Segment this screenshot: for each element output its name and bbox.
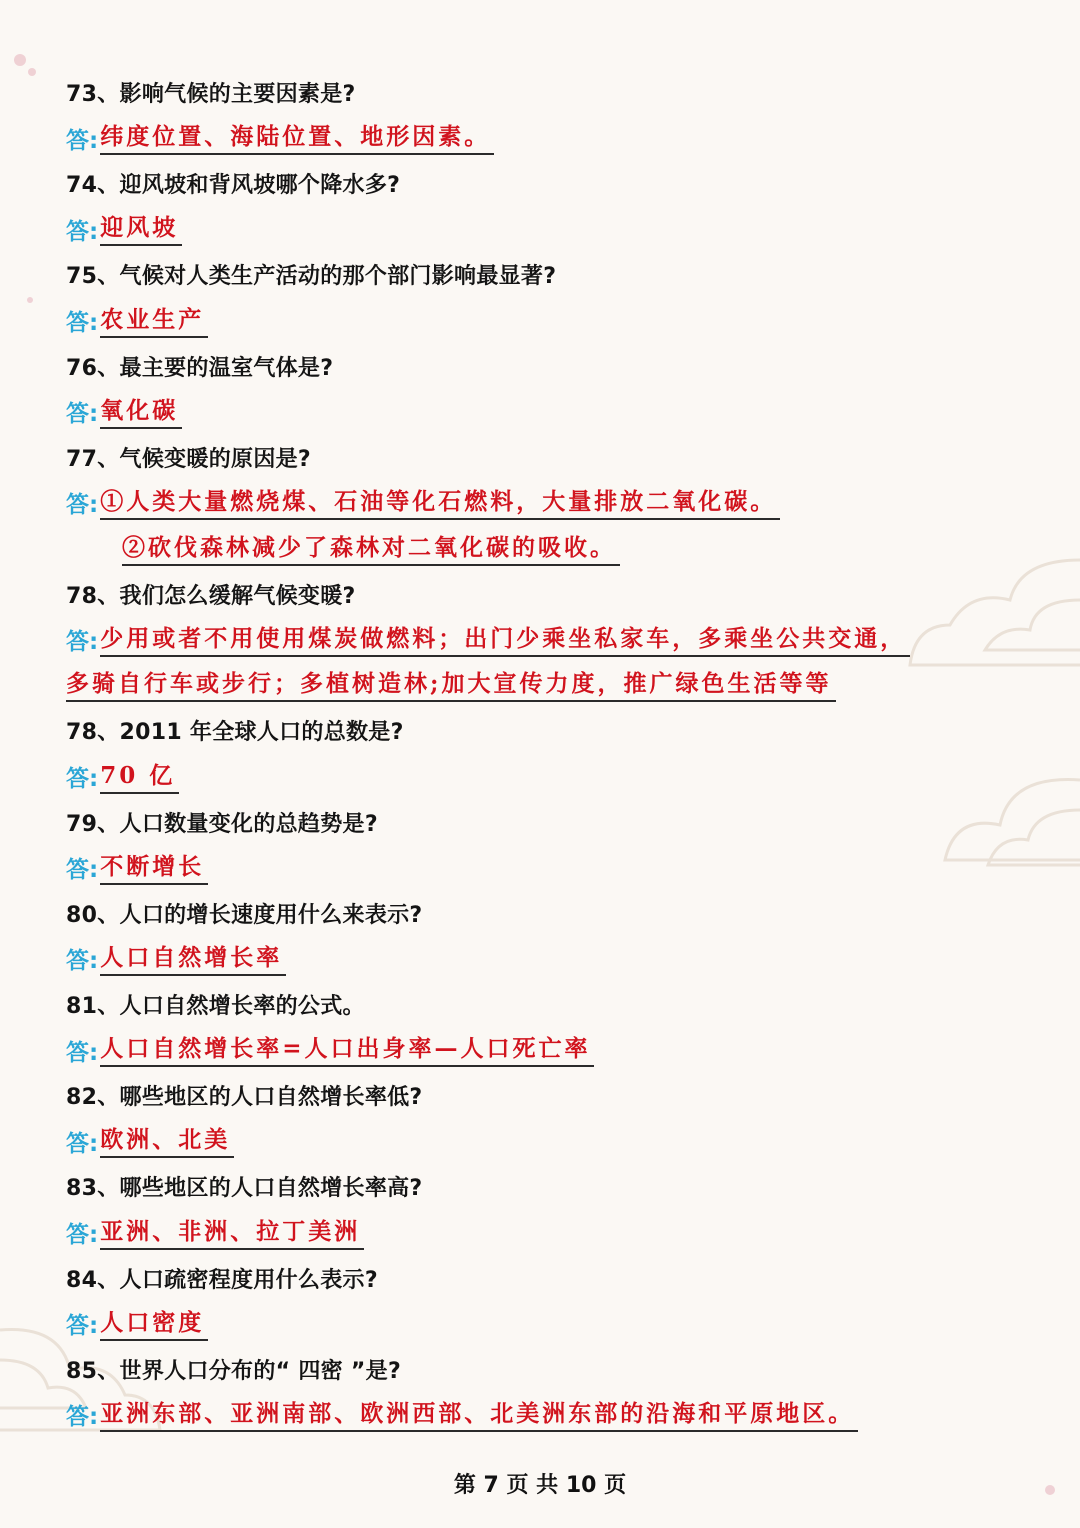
question-text: 73、影响气候的主要因素是? (66, 82, 356, 107)
answer-text: 少用或者不用使用煤炭做燃料；出门少乘坐私家车，多乘坐公共交通， (100, 623, 910, 657)
answer-label: 答: (66, 492, 99, 519)
answer-text: 欧洲、北美 (100, 1124, 234, 1158)
question-text: 78、2011 年全球人口的总数是? (66, 720, 404, 746)
page-footer: 第 7 页 共 10 页 (453, 1473, 627, 1498)
answer-text: 人口密度 (100, 1307, 208, 1341)
answer-text: 人口自然增长率 (100, 942, 286, 976)
answer-line (66, 617, 1040, 662)
answer-line (66, 1210, 1040, 1255)
question-text: 76、最主要的温室气体是? (66, 355, 334, 381)
question-line (66, 800, 1040, 845)
answer-text: 人口自然增长率=人口出身率—人口死亡率 (100, 1033, 594, 1067)
answer-text: 农业生产 (100, 304, 208, 338)
answer-line (66, 663, 1040, 708)
answer-label: 答: (66, 1039, 99, 1066)
question-text: 74、迎风坡和背风坡哪个降水多? (66, 173, 401, 199)
question-line (66, 1256, 1040, 1301)
answer-text: 不断增长 (100, 851, 208, 885)
answer-line (66, 1301, 1040, 1346)
answer-label: 答: (66, 1404, 99, 1431)
question-text: 81、人口自然增长率的公式。 (66, 994, 365, 1019)
answer-text: 亚洲、非洲、拉丁美洲 (100, 1216, 364, 1250)
question-text: 83、哪些地区的人口自然增长率高? (66, 1176, 423, 1202)
answer-line (66, 754, 1040, 799)
question-text: 85、世界人口分布的“ 四密 ”是? (66, 1358, 402, 1384)
answer-label: 答: (66, 1130, 99, 1157)
question-line (66, 1347, 1040, 1392)
question-text: 78、我们怎么缓解气候变暖? (66, 583, 356, 609)
answer-label: 答: (66, 310, 99, 336)
question-text: 84、人口疏密程度用什么表示? (66, 1267, 378, 1293)
question-text: 79、人口数量变化的总趋势是? (66, 811, 378, 837)
answer-label: 答: (66, 857, 99, 884)
question-line (66, 572, 1040, 617)
question-text: 77、气候变暖的原因是? (66, 446, 311, 472)
question-line (66, 982, 1040, 1027)
answer-line (66, 298, 1040, 343)
question-text: 75、气候对人类生产活动的那个部门影响最显著? (66, 264, 557, 290)
answer-label: 答: (66, 1313, 99, 1340)
answer-line (66, 1392, 1040, 1437)
answer-label: 答: (66, 127, 99, 154)
answer-text: 纬度位置、海陆位置、地形因素。 (100, 121, 494, 155)
answer-text: ②砍伐森林减少了森林对二氧化碳的吸收。 (122, 532, 620, 566)
answer-line (66, 480, 1040, 525)
answer-line (66, 116, 1040, 161)
question-line (66, 1164, 1040, 1209)
answer-line (66, 207, 1040, 252)
answer-text: 亚洲东部、亚洲南部、欧洲西部、北美洲东部的沿海和平原地区。 (100, 1398, 858, 1432)
answer-label: 答: (66, 629, 99, 656)
answer-label: 答: (66, 1222, 99, 1248)
answer-line (122, 526, 1040, 571)
answer-line (66, 1119, 1040, 1164)
question-line (66, 1073, 1040, 1118)
answer-label: 答: (66, 766, 99, 792)
answer-text: ①人类大量燃烧煤、石油等化石燃料，大量排放二氧化碳。 (100, 486, 780, 520)
answer-label: 答: (66, 948, 99, 975)
answer-text: 氧化碳 (100, 395, 182, 429)
question-text: 80、人口的增长速度用什么来表示? (66, 902, 423, 928)
question-line (66, 70, 1040, 115)
question-line (66, 344, 1040, 389)
question-line (66, 891, 1040, 936)
question-text: 82、哪些地区的人口自然增长率低? (66, 1085, 423, 1111)
question-line (66, 161, 1040, 206)
answer-text: 70 亿 (100, 760, 179, 794)
question-line (66, 708, 1040, 753)
answer-text: 多骑自行车或步行；多植树造林;加大宣传力度，推广绿色生活等等 (66, 668, 836, 702)
answer-line (66, 936, 1040, 981)
answer-line (66, 389, 1040, 434)
answer-text: 迎风坡 (100, 212, 182, 246)
question-line (66, 252, 1040, 297)
question-line (66, 435, 1040, 480)
answer-line (66, 845, 1040, 890)
answer-label: 答: (66, 401, 99, 428)
answer-line (66, 1028, 1040, 1073)
answer-label: 答: (66, 218, 99, 245)
